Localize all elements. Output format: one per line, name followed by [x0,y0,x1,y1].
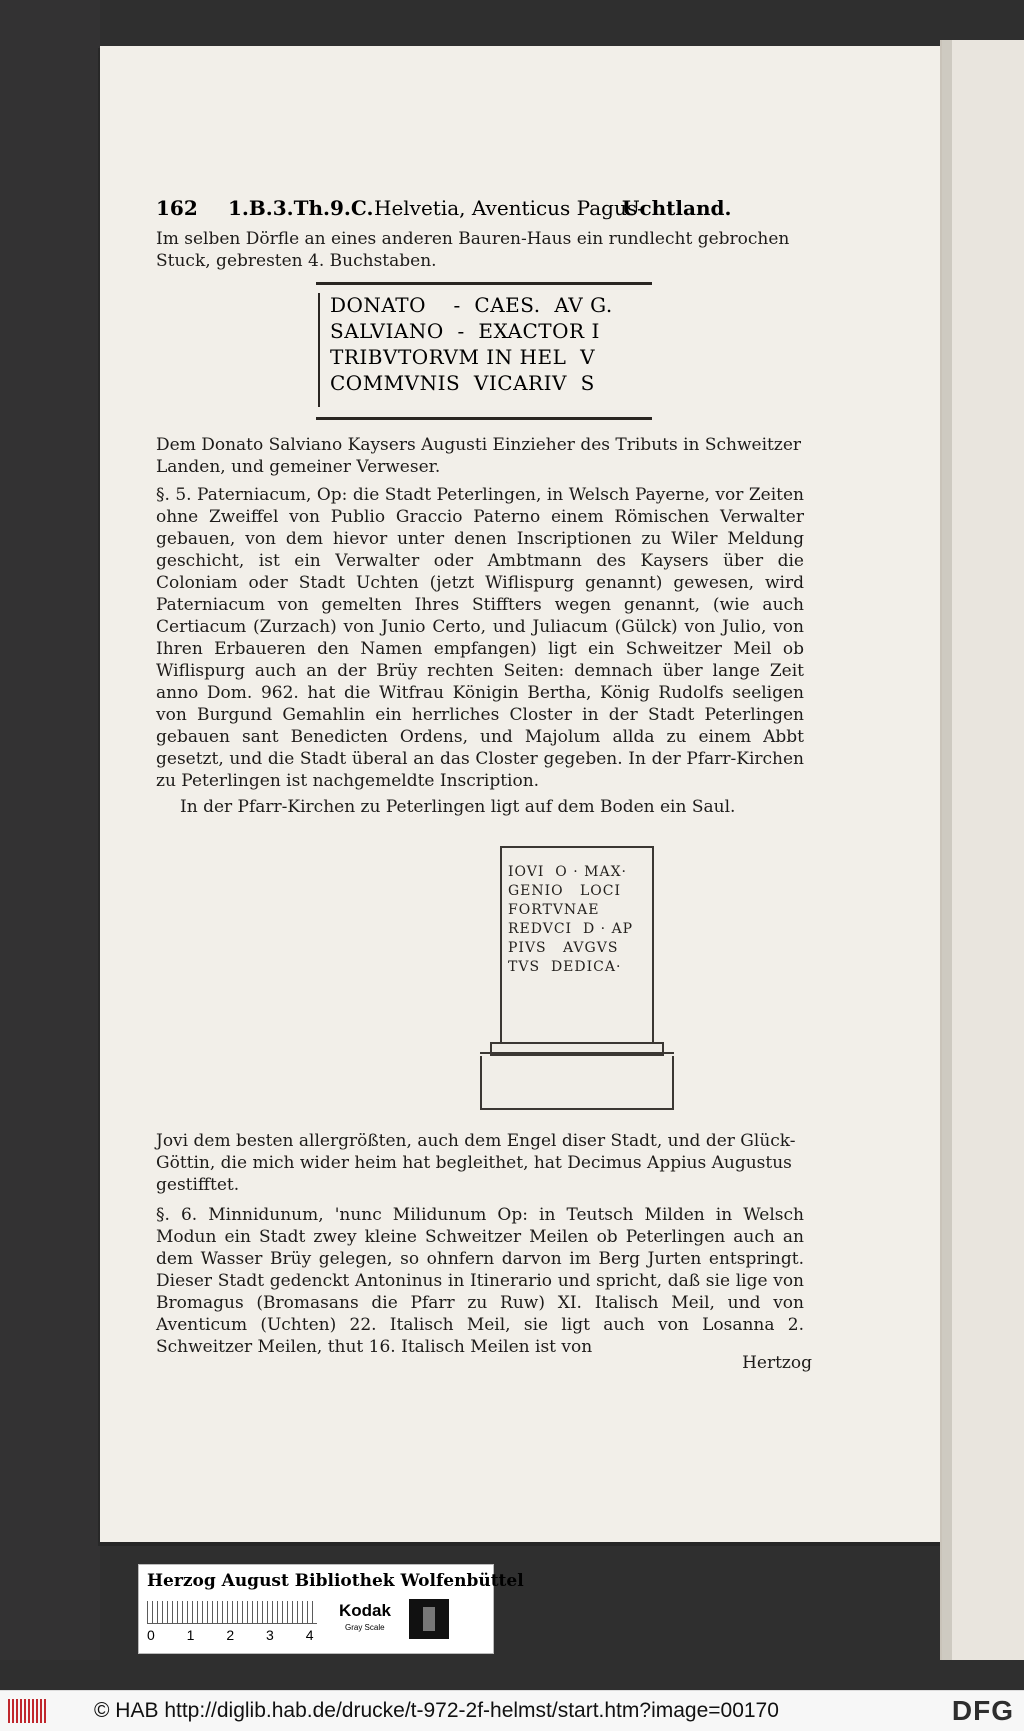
kodak-brand: Kodak [339,1601,391,1620]
inscription-1-line: SALVIANO - EXACTOR I [330,319,600,343]
section-5-paragraph: §. 5. Paterniacum, Op: die Stadt Peterlingen, in Welsch Payerne, vor Zeiten ohne Zweiffel von Publio Graccio Paterno einem Römischen Verwalter gebauen, von dem hievor unter denen Inscriptionen zu Wiler Meldung geschicht, ist ein Verwalter oder Ambtmann des Kaysers über die Coloniam oder Stadt Uchten (jetzt Wiflispurg genannt) gewesen, wird Paterniacum von gemelten Ihres Stiffters wegen genannt, (wie auch Certiacum (Zurzach) von Junio Certo, und Juliacum (Gülck) von Julio, von Ihren Erbaueren den Namen empfangen) ligt ein Schweitzer Meil ob Wiflispurg auch an der Brüy rechten Seiten: demnach über lange Zeit anno Dom. 962. hat die Witfrau Königin Bertha, König Rudolfs seeligen von Burgund Gemahlin ein herrliches Closter in der Stadt Peterlingen gebauen sant Benedicten Ordens, und Majolum allda zu einem Abbt gesetzt, und die Stadt überal an das Closter gegeben. In der Pfarr-Kirchen zu Peterlingen ist nachgemeldte Inscription. [156,485,804,791]
altar-base [480,1056,674,1110]
header-title: Helvetia, Aventicus Pagus- [374,196,644,220]
inscription-2-line: FORTVNAE [508,902,600,918]
gray-scale-label: Gray Scale [345,1623,385,1632]
dfg-logo: DFG [951,1695,1014,1726]
inscription-2-line: PIVS AVGVS [508,940,619,956]
translation-2: Jovi dem besten allergrößten, auch dem Engel diser Stadt, und der Glück-Göttin, die mich wider heim hat begleithet, hat Decimus Appius Augustus gestifftet. [156,1131,796,1195]
inscription-2-line: REDVCI D · AP [508,921,634,937]
ruler-icon [147,1601,317,1624]
catchword: Hertzog [742,1353,812,1373]
inscription-2-line: TVS DEDICA· [508,959,622,975]
section-5-tail: In der Pfarr-Kirchen zu Peterlingen ligt auf dem Boden ein Saul. [180,797,736,817]
running-header [156,196,856,224]
altar-column-illustration [478,846,702,1110]
inscription-2-line: GENIO LOCI [508,883,622,899]
section-6-paragraph: §. 6. Minnidunum, 'nunc Milidunum Op: in Teutsch Milden in Welsch Modun ein Stadt zwey kleine Schweitzer Meilen ob Peterlingen auch an dem Wasser Brüy gelegen, so ohnfern darvon im Berg Jurten entspringt. Dieser Stadt gedenckt Antoninus in Itinerario und spricht, daß sie lige von Bromagus (Bromasans die Pfarr zu Ruw) XI. Italisch Meil, und von Aventicum (Uchten) 22. Italisch Meil, sie ligt auch von Losanna 2. Schweitzer Meilen, thut 16. Italisch Meilen ist von [156,1205,804,1357]
header-title-bold: Uchtland. [622,196,732,220]
inscription-2-line: IOVI O · MAX· [508,864,627,880]
inscription-1-line: COMMVNIS VICARIV S [330,371,595,395]
inscription-block-1 [316,282,652,420]
source-url-link[interactable]: © HAB http://diglib.hab.de/drucke/t-972-2f-helmst/start.htm?image=00170 [94,1699,779,1722]
library-name: Herzog August Bibliothek Wolfenbüttel [147,1571,524,1591]
hab-logo-icon [8,1699,48,1723]
ruler-scale: 0 1 2 3 4 [147,1627,314,1643]
inscription-1-line: TRIBVTORVM IN HEL V [330,345,596,369]
intro-paragraph: Im selben Dörfle an eines anderen Bauren-Haus ein rundlecht gebrochen Stuck, gebresten 4. Buchstaben. [156,229,790,271]
facing-page-gutter [942,40,952,1660]
page-number: 162 [156,196,198,220]
facing-page-edge [940,40,1024,1660]
gray-patch-icon [409,1599,449,1639]
translation-1: Dem Donato Salviano Kaysers Augusti Einzieher des Tributs in Schweitzer Landen, und gemeiner Verweser. [156,435,802,477]
header-reference: 1.B.3.Th.9.C. [228,196,374,220]
scanner-background [0,0,100,1660]
viewer-footer [0,1690,1024,1731]
inscription-1-line: DONATO - CAES. AV G. [330,293,613,317]
scan-target-card [138,1564,524,1654]
inscription-frame [318,293,650,407]
